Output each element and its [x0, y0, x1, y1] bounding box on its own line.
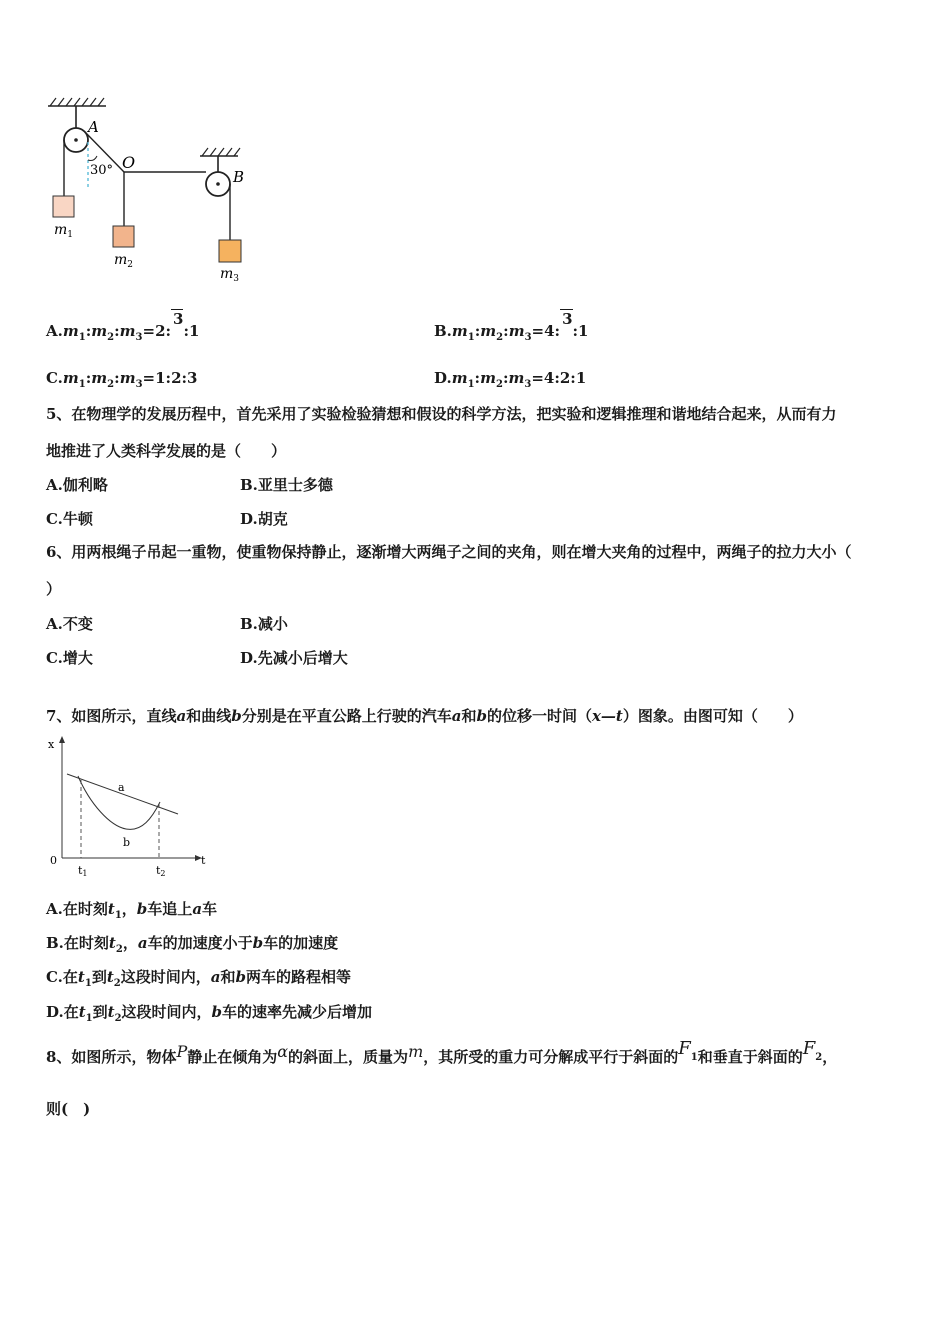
q6-option-c[interactable]: C.增大 — [46, 649, 93, 667]
y-axis-label: x — [48, 738, 55, 751]
q6-stem-line2: ） — [46, 580, 62, 598]
curve-b-label: b — [123, 836, 131, 849]
label-O: O — [122, 153, 136, 172]
q7-option-c[interactable]: C.在$t_1$到$t_2$这段时间内，a和b两车的路程相等 — [46, 968, 352, 989]
xt-graph — [40, 734, 220, 882]
q6-option-a[interactable]: A.不变 — [46, 615, 93, 633]
t2-label: t2 — [156, 864, 166, 878]
q8-stem-line2: 则( ) — [46, 1100, 91, 1118]
q4-option-c[interactable]: $C.m_1:m_2:m_3=1:2:3$ — [46, 369, 198, 390]
label-m2: $m_2$ — [114, 252, 134, 270]
q7-option-b[interactable]: B.在时刻$t_2$，a车的加速度小于b车的加速度 — [46, 934, 339, 955]
angle-label: 30° — [90, 163, 114, 178]
pulley-figure — [40, 92, 260, 292]
q8-stem-line1: 8、如图所示，物体P静止在倾角为α的斜面上，质量为m，其所受的重力可分解成平行于斜面的$F_1$和垂直于斜面的$F_2$， — [46, 1038, 838, 1066]
t1-label: t1 — [78, 864, 88, 878]
label-B: B — [233, 168, 245, 186]
line-a-label: a — [118, 781, 125, 794]
label-m3: $m_3$ — [220, 266, 240, 284]
x-axis-label: t — [201, 854, 206, 867]
q7-option-a[interactable]: A.在时刻$t_1$，b车追上a车 — [46, 900, 218, 921]
label-A: A — [88, 118, 99, 136]
q5-option-b[interactable]: B.亚里士多德 — [240, 476, 333, 494]
q7-stem: 7、如图所示，直线a和曲线b分别是在平直公路上行驶的汽车a和b的位移一时间（x—t）图象。由图可知（ ） — [46, 707, 803, 725]
q6-stem-line1: 6、用两根绳子吊起一重物，使重物保持静止，逐渐增大两绳子之间的夹角，则在增大夹角的过程中，两绳子的拉力大小（ — [46, 543, 852, 561]
q6-option-b[interactable]: B.减小 — [240, 615, 288, 633]
label-m1: $m_1$ — [54, 222, 74, 240]
q7-option-d[interactable]: D.在$t_1$到$t_2$这段时间内，b车的速率先减少后增加 — [46, 1003, 373, 1024]
q5-option-a[interactable]: A.伽利略 — [46, 476, 108, 494]
q5-stem-line2: 地推进了人类科学发展的是（ ） — [46, 442, 287, 460]
q4-option-b[interactable]: $B.m_1:m_2:m_3=4:3:1$ — [434, 310, 589, 343]
q4-option-a[interactable]: $A.m_1:m_2:m_3=2:3:1$ — [46, 310, 200, 343]
origin-label: 0 — [50, 854, 57, 867]
q5-option-c[interactable]: C.牛顿 — [46, 510, 93, 528]
q6-option-d[interactable]: D.先减小后增大 — [240, 649, 348, 667]
q5-stem-line1: 5、在物理学的发展历程中，首先采用了实验检验猜想和假设的科学方法，把实验和逻辑推理和谐地结合起来，从而有力 — [46, 405, 837, 423]
q5-option-d[interactable]: D.胡克 — [240, 510, 288, 528]
q4-option-d[interactable]: $D.m_1:m_2:m_3=4:2:1$ — [434, 369, 587, 390]
